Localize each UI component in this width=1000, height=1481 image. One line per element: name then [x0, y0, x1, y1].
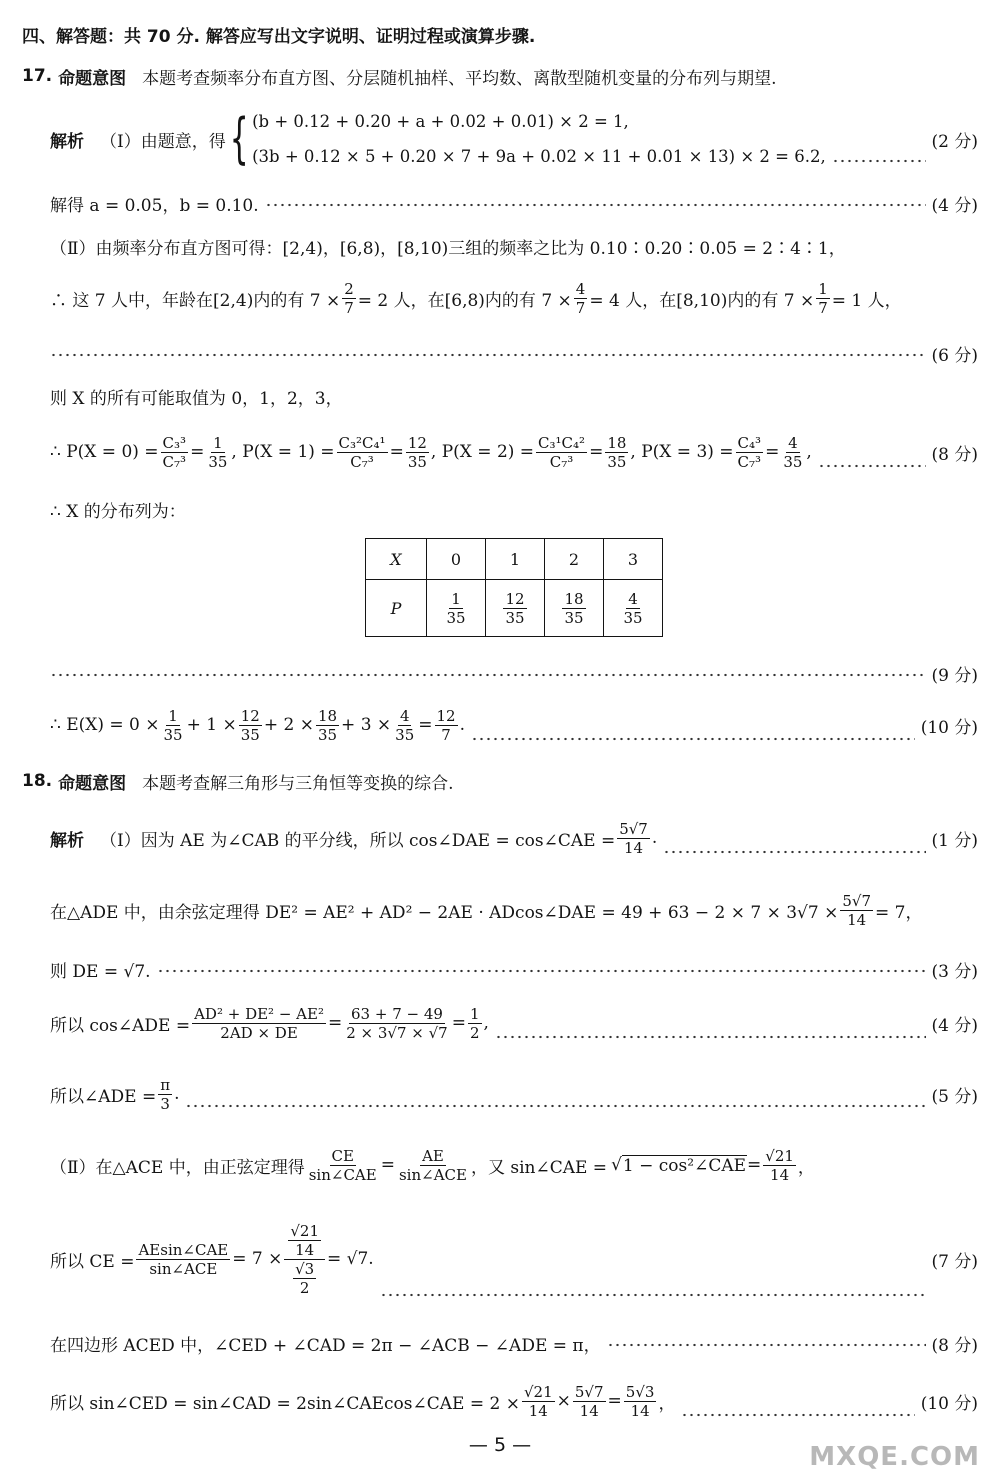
- table-cell: X: [366, 539, 427, 580]
- q18-l7-text: 所以 CE =: [50, 1251, 135, 1272]
- dot-leader: [832, 158, 926, 164]
- q17-eq1: (b + 0.12 + 0.20 + a + 0.02 + 0.01) × 2 = 1,: [252, 112, 629, 131]
- tail: = 7，: [875, 902, 923, 923]
- q17-solution-label: 解析: [50, 131, 84, 152]
- q17-dist-label: ∴ X 的分布列为：: [50, 501, 186, 522]
- table-cell: 1: [486, 539, 545, 580]
- fraction: $\frac{63 + 7 - 49}{2 \times 3√7 \times √7}$: [346, 1004, 448, 1042]
- q18-number: 18.: [22, 771, 53, 791]
- fraction: $\frac{5√3}{14}$: [625, 1382, 655, 1420]
- fraction: $\frac{12}{35}$: [240, 706, 260, 744]
- sqrt-icon: √: [611, 1155, 622, 1175]
- q18-score-8: (8 分): [931, 1335, 978, 1356]
- q17-score-5: (9 分): [931, 665, 978, 686]
- fraction: $\frac{√21}{14}$: [523, 1382, 553, 1420]
- fraction: $\frac{\text{AD² + DE² − AE²}}{2AD \times DE}$: [194, 1004, 324, 1042]
- expect-text: =: [418, 715, 433, 735]
- fraction: $\frac{1}{2}$: [469, 1004, 480, 1042]
- table-cell: 0: [427, 539, 486, 580]
- expect-tail: .: [459, 715, 466, 735]
- table-cell: $\frac{18}{35}$: [545, 580, 604, 637]
- q17-equation-system: [226, 107, 826, 170]
- table-row: [366, 539, 663, 580]
- fraction: $\frac{\text{C₃³}}{\text{C₇³}}$: [162, 433, 187, 471]
- dot-leader: [663, 849, 925, 855]
- prob-tail: ,: [806, 442, 812, 462]
- expect-text: + 3 ×: [341, 715, 392, 735]
- tail: .: [651, 828, 658, 848]
- q18-score-4: (4 分): [931, 1015, 978, 1036]
- tail: ，: [797, 1157, 815, 1178]
- compound-fraction: $\frac{\frac{√21}{14}}{\frac{√3}{2}}$: [284, 1223, 325, 1296]
- fraction: 18 35: [607, 433, 627, 471]
- q18-score-3: (3 分): [931, 961, 978, 982]
- q18-l5-text: 所以∠ADE =: [50, 1086, 157, 1107]
- q17-number: 17.: [22, 66, 53, 86]
- fraction: $\frac{\text{C₄³}}{\text{C₇³}}$: [737, 433, 762, 471]
- q18-l6-text-c: ，又 sin∠CAE =: [470, 1157, 608, 1178]
- dot-leader: [818, 463, 926, 469]
- q17-eq2: (3b + 0.12 × 5 + 0.20 × 7 + 9a + 0.02 × 11 + 0.01 × 13) × 2 = 6.2,: [252, 147, 826, 166]
- tail: .: [174, 1084, 180, 1104]
- times: ×: [556, 1391, 571, 1411]
- fraction: $\frac{5√7}{14}$: [619, 819, 648, 857]
- q18-quad-text: 在四边形 ACED 中，∠CED + ∠CAD = 2π − ∠ACB − ∠ADE = π，: [50, 1335, 601, 1356]
- equals: =: [380, 1155, 395, 1175]
- q17-count-text-b: = 2 人，在[6,8)内的有 7 ×: [357, 290, 572, 311]
- fraction: $\frac{2}{7}$: [344, 279, 354, 317]
- q18-l9-text: 所以 sin∠CED = sin∠CAD = 2sin∠CAEcos∠CAE = 2 ×: [50, 1393, 520, 1414]
- equals: =: [327, 1013, 343, 1033]
- q18-l7-text-c: = √7.: [327, 1249, 374, 1269]
- table-cell: 2: [545, 539, 604, 580]
- q18-score-1: (1 分): [931, 830, 978, 851]
- dot-leader: [380, 1292, 926, 1298]
- table-cell: $\frac{12}{35}$: [486, 580, 545, 637]
- q18-intent-text: 本题考查解三角形与三角恒等变换的综合.: [142, 773, 454, 794]
- table-cell: P: [366, 580, 427, 637]
- q18-l6-text: （Ⅱ）在△ACE 中，由正弦定理得: [50, 1157, 305, 1178]
- dot-leader: [607, 1342, 926, 1348]
- prob-label: , P(X = 3) =: [630, 442, 734, 462]
- q18-l2-text: 在△ADE 中，由余弦定理得 DE² = AE² + AD² − 2AE · ADcos∠DAE = 49 + 63 − 2 × 7 × 3√7 ×: [50, 902, 839, 923]
- q17-score-4: (8 分): [931, 444, 978, 465]
- fraction: CE sin∠CAE: [308, 1146, 377, 1184]
- fraction: $\frac{\text{C₃¹C₄²}}{\text{C₇³}}$: [538, 433, 586, 471]
- expect-text: + 2 ×: [263, 715, 314, 735]
- q17-count-text-c: = 4 人，在[8,10)内的有 7 ×: [589, 290, 815, 311]
- fraction: 12 35: [407, 433, 427, 471]
- prob-label: , P(X = 1) =: [231, 442, 335, 462]
- table-row: [366, 580, 663, 637]
- q18-de-value: 则 DE = √7.: [50, 961, 151, 982]
- watermark: MXQE.COM: [809, 1442, 980, 1472]
- fraction: 1 35: [208, 433, 228, 471]
- fraction: $\frac{4}{35}$: [395, 706, 415, 744]
- fraction: $\frac{12}{7}$: [436, 706, 456, 744]
- prob-label: ∴ P(X = 0) =: [50, 442, 159, 462]
- q17-intent-label: 命题意图: [58, 68, 127, 89]
- fraction: $\frac{5√7}{14}$: [842, 891, 872, 929]
- dot-leader: [495, 1034, 926, 1040]
- q17-part2-text: （Ⅱ）由频率分布直方图可得：[2,4)，[6,8)，[8,10)三组的频率之比为 0.10∶0.20∶0.05 = 2∶4∶1，: [50, 238, 846, 259]
- q17-x-values: 则 X 的所有可能取值为 0，1，2，3，: [50, 388, 343, 409]
- fraction: 4 35: [783, 433, 803, 471]
- q17-part1-intro: （Ⅰ）由题意，得: [100, 131, 226, 152]
- table-cell: $\frac{4}{35}$: [604, 580, 663, 637]
- q18-score-5: (5 分): [931, 1086, 978, 1107]
- prob-label: , P(X = 2) =: [430, 442, 535, 462]
- q17-solved-ab: 解得 a = 0.05，b = 0.10.: [50, 195, 259, 216]
- equals: =: [747, 1155, 762, 1175]
- fraction: AEsin∠CAE sin∠ACE: [138, 1240, 229, 1278]
- q17-count-text-d: = 1 人，: [831, 290, 902, 311]
- dot-leader: [157, 968, 926, 974]
- fraction: $\frac{1}{35}$: [163, 706, 183, 744]
- q18-l4-text: 所以 cos∠ADE =: [50, 1015, 191, 1036]
- dot-leader: [50, 352, 926, 358]
- table-cell: 3: [604, 539, 663, 580]
- q17-score-3: (6 分): [931, 345, 978, 366]
- tail: ,: [483, 1013, 489, 1033]
- fraction: $\frac{4}{7}$: [575, 279, 586, 317]
- dot-leader: [681, 1412, 914, 1418]
- q18-intent-label: 命题意图: [58, 773, 127, 794]
- equals: =: [607, 1391, 622, 1411]
- sqrt-radicand: 1 − cos²∠CAE: [622, 1155, 747, 1176]
- section-heading: 四、解答题：共 70 分. 解答应写出文字说明、证明过程或演算步骤.: [22, 26, 536, 47]
- fraction: $\frac{18}{35}$: [317, 706, 338, 744]
- q18-score-7: (7 分): [931, 1251, 978, 1272]
- distribution-table: [365, 538, 663, 637]
- q17-score-2: (4 分): [931, 195, 978, 216]
- dot-leader: [50, 672, 926, 678]
- q18-l7-text-b: = 7 ×: [232, 1249, 283, 1269]
- q18-score-9: (10 分): [920, 1393, 978, 1414]
- fraction: $\frac{\pi}{3}$: [160, 1075, 171, 1113]
- dot-leader: [185, 1103, 925, 1109]
- q17-score-1: (2 分): [931, 131, 978, 152]
- page-number: — 5 —: [468, 1434, 532, 1456]
- expect-text: + 1 ×: [186, 715, 237, 735]
- fraction: $\frac{√21}{14}$: [765, 1146, 794, 1184]
- expect-text: ∴ E(X) = 0 ×: [50, 715, 160, 735]
- equals: =: [451, 1013, 466, 1033]
- fraction: $\frac{\text{C₃²C₄¹}}{\text{C₇³}}$: [338, 433, 386, 471]
- table-cell: $\frac{1}{35}$: [427, 580, 486, 637]
- q17-score-6: (10 分): [920, 717, 978, 738]
- dot-leader: [265, 202, 926, 208]
- fraction: $\frac{1}{7}$: [818, 279, 828, 317]
- dot-leader: [471, 736, 915, 742]
- tail: ，: [658, 1393, 676, 1414]
- fraction: AE sin∠ACE: [398, 1146, 467, 1184]
- q17-count-text-a: ∴ 这 7 人中，年龄在[2,4)内的有 7 ×: [50, 290, 341, 311]
- brace-icon: {: [229, 107, 249, 170]
- q18-solution-label: 解析: [50, 830, 84, 851]
- q18-l1-text: （Ⅰ）因为 AE 为∠CAB 的平分线，所以 cos∠DAE = cos∠CAE =: [100, 830, 616, 851]
- fraction: $\frac{5√7}{14}$: [574, 1382, 604, 1420]
- q17-intent-text: 本题考查频率分布直方图、分层随机抽样、平均数、离散型随机变量的分布列与期望.: [142, 68, 777, 89]
